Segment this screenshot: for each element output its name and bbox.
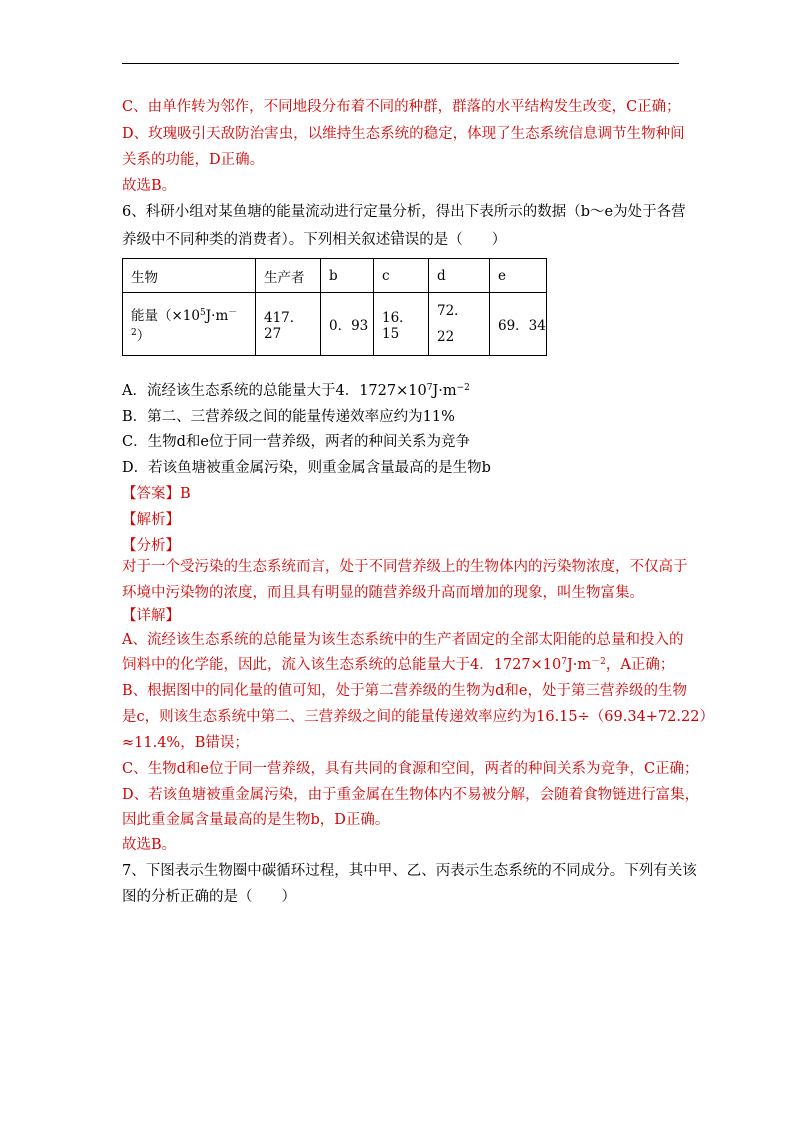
q6-choose: 故选B。 [122, 837, 177, 853]
answer-value: B [180, 486, 191, 502]
q6-option-c: C．生物d和e位于同一营养级，两者的种间关系为竞争 [122, 434, 470, 450]
prev-choose: 故选B。 [122, 178, 177, 194]
analysis-tag: 【解析】 [122, 512, 180, 528]
answer-tag: 【答案】 [122, 486, 180, 502]
fenxi-line2: 环境中污染物的浓度，而且具有明显的随营养级升高而增加的现象，叫生物富集。 [122, 585, 644, 601]
q6-option-a: A．流经该生态系统的总能量大于4．$1727\times 10^7J\cdot m^{-2}$ [122, 383, 470, 399]
prev-answer-c: C、由单作转为邻作，不同地段分布着不同的种群，群落的水平结构发生改变，C正确； [122, 99, 681, 115]
detail-tag: 【详解】 [122, 608, 180, 624]
detail-b-line3: ≈11.4%，B错误； [122, 735, 249, 751]
table-row [123, 293, 547, 356]
table-cell: 72．22 [429, 293, 490, 356]
table-cell: 69．34 [490, 293, 547, 356]
table-header-cell: 生物 [123, 259, 256, 293]
table-cell: 16．15 [374, 293, 429, 356]
energy-table [122, 258, 547, 356]
table-header-row [123, 259, 547, 293]
table-cell: 417．27 [256, 293, 321, 356]
q6-option-d: D．若该鱼塘被重金属污染，则重金属含量最高的是生物b [122, 460, 491, 476]
table-header-cell: e [490, 259, 547, 293]
q6-option-b: B．第二、三营养级之间的能量传递效率应约为11% [122, 409, 455, 425]
detail-c: C、生物d和e位于同一营养级，具有共同的食源和空间，两者的种间关系为竞争，C正确； [122, 761, 699, 777]
detail-a-line2: 饲料中的化学能，因此，流入该生态系统的总能量大于4．$1727\times 10^7J\cdot m^{-2}$，A正确； [122, 657, 675, 673]
detail-b-line2: 是c，则该生态系统中第二、三营养级之间的能量传递效率应约为16.15÷（69.34+72.22） [122, 709, 714, 725]
fenxi-tag: 【分析】 [122, 538, 180, 554]
answer-line [122, 484, 191, 504]
table-cell: 0．93 [321, 293, 374, 356]
table-row-label: 能量$(\times 10^5J\cdot m^{-2})$ [123, 293, 256, 356]
q6-stem-part1: 养级中不同种类的消费者）。下列相关叙述 [122, 232, 391, 248]
table-header-cell: c [374, 259, 429, 293]
detail-d-line1: D、若该鱼塘被重金属污染，由于重金属在生物体内不易被分解，会随着食物链进行富集， [122, 787, 700, 803]
detail-a-line1: A、流经该生态系统的总能量为该生态系统中的生产者固定的全部太阳能的总量和投入的 [122, 632, 684, 648]
prev-answer-d-line1: D、玫瑰吸引天敌防治害虫，以维持生态系统的稳定，体现了生态系统信息调节生物种间 [122, 126, 685, 142]
table-header-cell: 生产者 [256, 259, 321, 293]
q6-stem-line2 [122, 230, 506, 250]
detail-d-line2: 因此重金属含量最高的是生物b，D正确。 [122, 812, 390, 828]
prev-answer-d-line2: 关系的功能，D正确。 [122, 152, 265, 168]
fenxi-line1: 对于一个受污染的生态系统而言，处于不同营养级上的生物体内的污染物浓度，不仅高于 [122, 559, 688, 575]
table-header-cell: b [321, 259, 374, 293]
table-header-cell: d [429, 259, 490, 293]
q7-stem-line2: 图的分析正确的是（ ） [122, 889, 296, 905]
q6-stem-part3: 的是（ ） [419, 232, 507, 248]
header-rule [122, 63, 679, 64]
q6-stem-line1: 6、科研小组对某鱼塘的能量流动进行定量分析，得出下表所示的数据（b～e为处于各营 [122, 204, 686, 220]
detail-b-line1: B、根据图中的同化量的值可知，处于第二营养级的生物为d和e，处于第三营养级的生物 [122, 683, 688, 699]
q7-stem-line1: 7、下图表示生物圈中碳循环过程，其中甲、乙、丙表示生态系统的不同成分。下列有关该 [122, 863, 697, 879]
q6-stem-emphasis: 错误 [390, 232, 420, 248]
